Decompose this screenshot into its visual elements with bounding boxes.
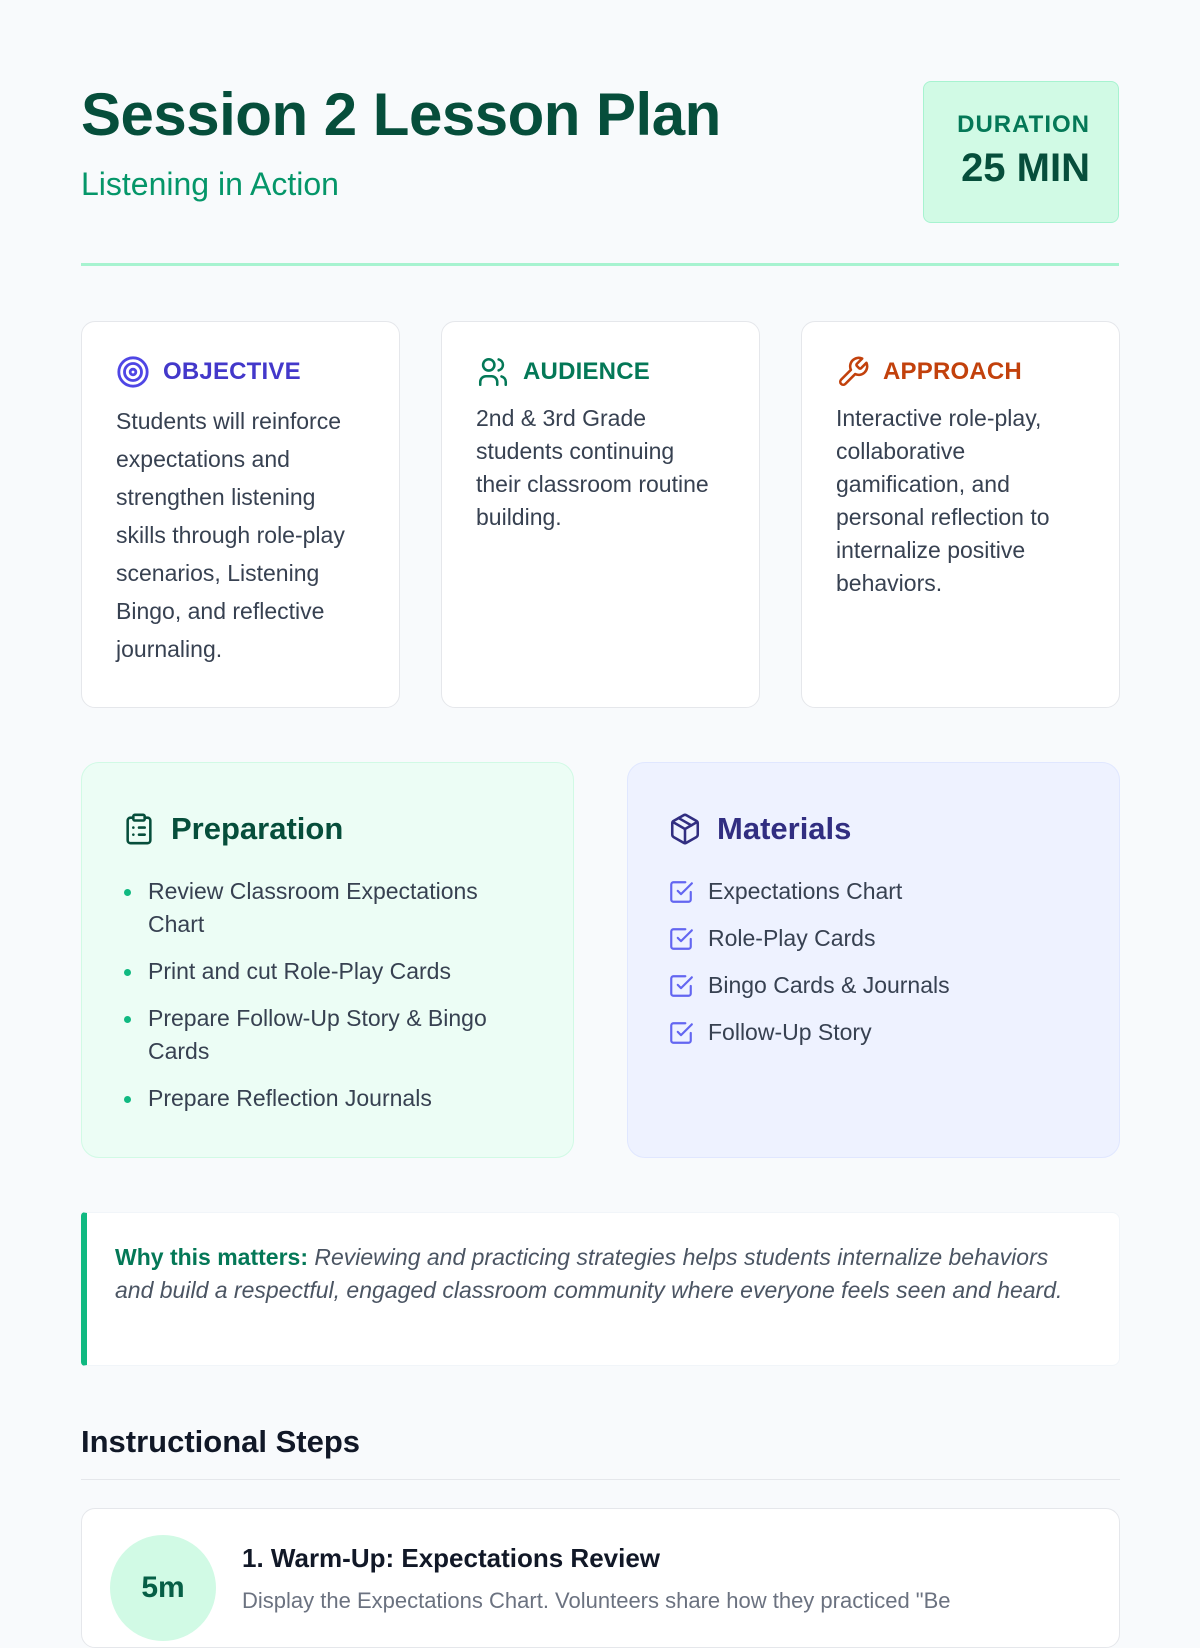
objective-card xyxy=(81,321,400,708)
step-time-badge: 5m xyxy=(110,1535,216,1641)
materials-item xyxy=(668,922,1079,955)
checkbox-checked-icon xyxy=(668,926,694,952)
materials-header xyxy=(668,807,1079,851)
page-title: Session 2 Lesson Plan xyxy=(81,81,721,148)
callout-text: Reviewing and practicing strategies helps students internalize behaviors and build a respectful, engaged classroom community where everyone feels seen and heard. xyxy=(115,1244,1063,1303)
audience-card xyxy=(441,321,760,708)
audience-title: AUDIENCE xyxy=(523,358,650,385)
materials-item xyxy=(668,875,1079,908)
materials-panel xyxy=(627,762,1120,1158)
materials-item-text: Role-Play Cards xyxy=(708,925,876,951)
package-icon xyxy=(668,812,702,846)
materials-list xyxy=(668,875,1079,1049)
wrench-icon xyxy=(836,355,870,389)
preparation-item-text: Prepare Reflection Journals xyxy=(148,1085,432,1111)
bullet-icon xyxy=(124,969,131,976)
approach-card xyxy=(801,321,1120,708)
checkbox-checked-icon xyxy=(668,1020,694,1046)
preparation-title: Preparation xyxy=(171,811,344,846)
materials-item xyxy=(668,969,1079,1002)
preparation-item-text: Prepare Follow-Up Story & Bingo Cards xyxy=(148,1005,487,1064)
clipboard-icon xyxy=(122,812,156,846)
why-this-matters-callout xyxy=(81,1212,1120,1366)
preparation-panel xyxy=(81,762,574,1158)
callout-label: Why this matters: xyxy=(115,1244,308,1270)
objective-text: Students will reinforce expectations and strengthen listening skills through role-play scenarios, Listening Bingo, and reflective journaling. xyxy=(116,408,345,662)
materials-item xyxy=(668,1016,1079,1049)
step-description: Display the Expectations Chart. Volunteers share how they practiced "Be xyxy=(242,1588,951,1613)
steps-divider xyxy=(81,1479,1120,1480)
preparation-item xyxy=(122,1002,533,1068)
page-subtitle: Listening in Action xyxy=(81,166,339,202)
bullet-icon xyxy=(124,1016,131,1023)
target-icon xyxy=(116,355,150,389)
bullet-icon xyxy=(124,889,131,896)
materials-title: Materials xyxy=(717,811,852,846)
materials-item-text: Expectations Chart xyxy=(708,878,903,904)
checkbox-checked-icon xyxy=(668,879,694,905)
duration-value: 25 MIN xyxy=(961,146,1090,190)
steps-heading: Instructional Steps xyxy=(81,1424,361,1459)
materials-item-text: Follow-Up Story xyxy=(708,1019,872,1045)
approach-text: Interactive role-play, collaborative gamification, and personal reflection to internalize positive behaviors. xyxy=(836,405,1050,596)
page-header xyxy=(81,0,1119,266)
preparation-item xyxy=(122,1082,533,1115)
duration-label: DURATION xyxy=(957,111,1090,138)
preparation-item xyxy=(122,875,533,941)
checkbox-checked-icon xyxy=(668,973,694,999)
approach-card-header xyxy=(836,354,1085,390)
users-icon xyxy=(476,355,510,389)
preparation-item-text: Print and cut Role-Play Cards xyxy=(148,958,451,984)
audience-card-header xyxy=(476,354,725,390)
materials-item-text: Bingo Cards & Journals xyxy=(708,972,950,998)
preparation-header xyxy=(122,807,533,851)
info-cards xyxy=(81,321,1120,708)
preparation-item xyxy=(122,955,533,988)
bullet-icon xyxy=(124,1096,131,1103)
objective-card-header xyxy=(116,354,365,390)
step-title: 1. Warm-Up: Expectations Review xyxy=(242,1543,661,1573)
objective-title: OBJECTIVE xyxy=(163,358,301,385)
duration-badge xyxy=(923,81,1119,223)
preparation-item-text: Review Classroom Expectations Chart xyxy=(148,878,478,937)
preparation-list xyxy=(122,875,533,1115)
step-card xyxy=(81,1508,1120,1648)
audience-text: 2nd & 3rd Grade students continuing their classroom routine building. xyxy=(476,405,709,530)
approach-title: APPROACH xyxy=(883,358,1022,385)
